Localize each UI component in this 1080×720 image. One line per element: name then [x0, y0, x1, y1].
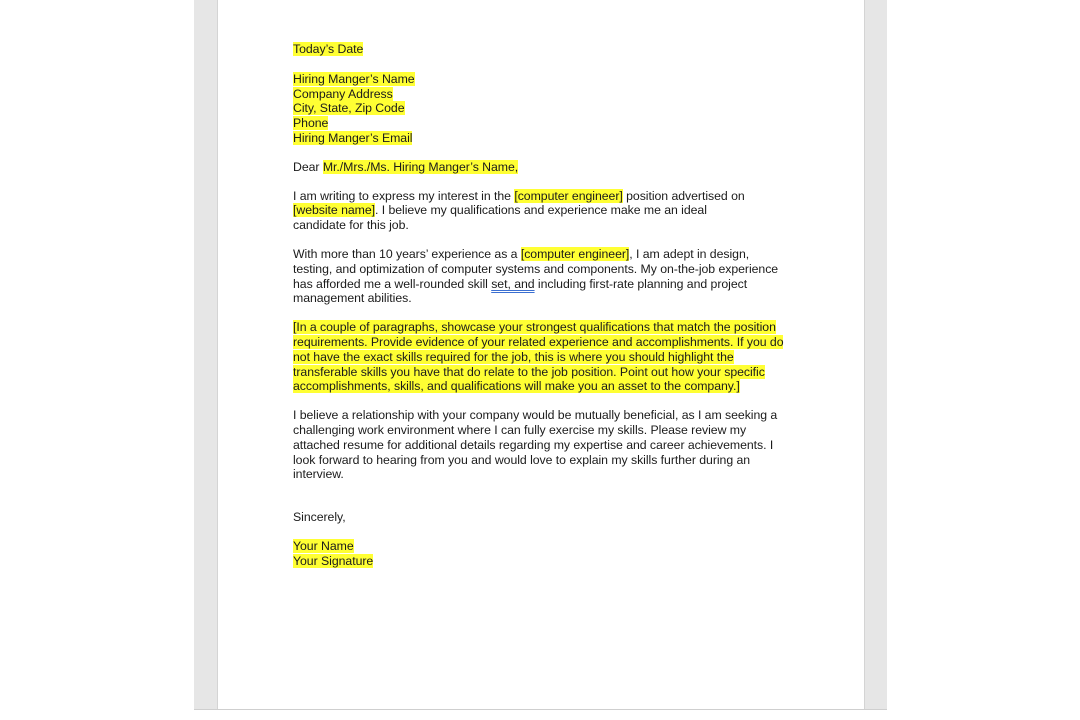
paragraph-experience-text-3: including first-rate planning and project management abilities.	[293, 276, 748, 306]
qualifications-placeholder: [In a couple of paragraphs, showcase your strongest qualifications that match the position requirements. Provide evidence of your related experience and accomplishments. If you do not have the exact skills required for the job, this is where you should highlight the transferable skills you have that do relate to the job position. Point out how your specific accomplishments, skills, and qualifications will make you an asset to the company.]	[293, 320, 784, 394]
recipient-address-line	[293, 87, 803, 102]
letter-date	[293, 42, 803, 57]
signature-name: Your Name	[293, 538, 354, 553]
paragraph-qualifications	[293, 320, 793, 394]
recipient-city-line	[293, 101, 803, 116]
letter-body[interactable]	[293, 42, 803, 569]
paragraph-experience-text-2: , I am adept in design, testing, and optimization of computer systems and components. My on-the-job experience has afforded me a well-rounded skill	[293, 246, 779, 291]
salutation-name: Mr./Mrs./Ms. Hiring Manger’s Name,	[322, 159, 519, 174]
recipient-phone-line	[293, 116, 803, 131]
workspace-divider	[194, 709, 887, 710]
recipient-address: Company Address	[293, 86, 393, 101]
paragraph-closing	[293, 408, 793, 482]
paragraph-experience-text-1: With more than 10 years’ experience as a	[293, 246, 521, 261]
recipient-email: Hiring Manger’s Email	[293, 130, 413, 145]
website-placeholder: [website name]	[293, 203, 376, 218]
paragraph-intro-text-2: position advertised on	[622, 188, 745, 203]
paragraph-closing-text: I believe a relationship with your company would be mutually beneficial, as I am seeking a challenging work environment where I can fully exercise my skills. Please review my attached resume for additional details regarding my expertise and career achievements. I look forward to hearing from you and would love to explain my skills further during an interview.	[293, 408, 778, 482]
date-placeholder: Today’s Date	[293, 42, 364, 56]
recipient-name: Hiring Manger’s Name	[293, 71, 415, 86]
recipient-email-line	[293, 131, 803, 146]
paragraph-intro-text-3: . I believe my qualifications and experience make me an ideal candidate for this job.	[293, 203, 707, 233]
closing	[293, 510, 803, 525]
closing-text: Sincerely,	[293, 510, 346, 525]
recipient-name-line	[293, 72, 803, 87]
salutation-prefix: Dear	[293, 159, 323, 174]
signature-name-line	[293, 539, 803, 554]
salutation	[293, 160, 803, 175]
paragraph-experience	[293, 247, 783, 306]
recipient-phone: Phone	[293, 116, 329, 131]
signature-placeholder: Your Signature	[293, 553, 374, 568]
signature-line	[293, 554, 803, 569]
paragraph-intro	[293, 189, 753, 233]
recipient-city-state-zip: City, State, Zip Code	[293, 101, 405, 116]
position-placeholder-2: [computer engineer]	[520, 246, 630, 261]
position-placeholder: [computer engineer]	[514, 188, 623, 203]
paragraph-intro-text-1: I am writing to express my interest in the	[293, 188, 515, 203]
grammar-flag[interactable]: set, and	[491, 276, 535, 291]
